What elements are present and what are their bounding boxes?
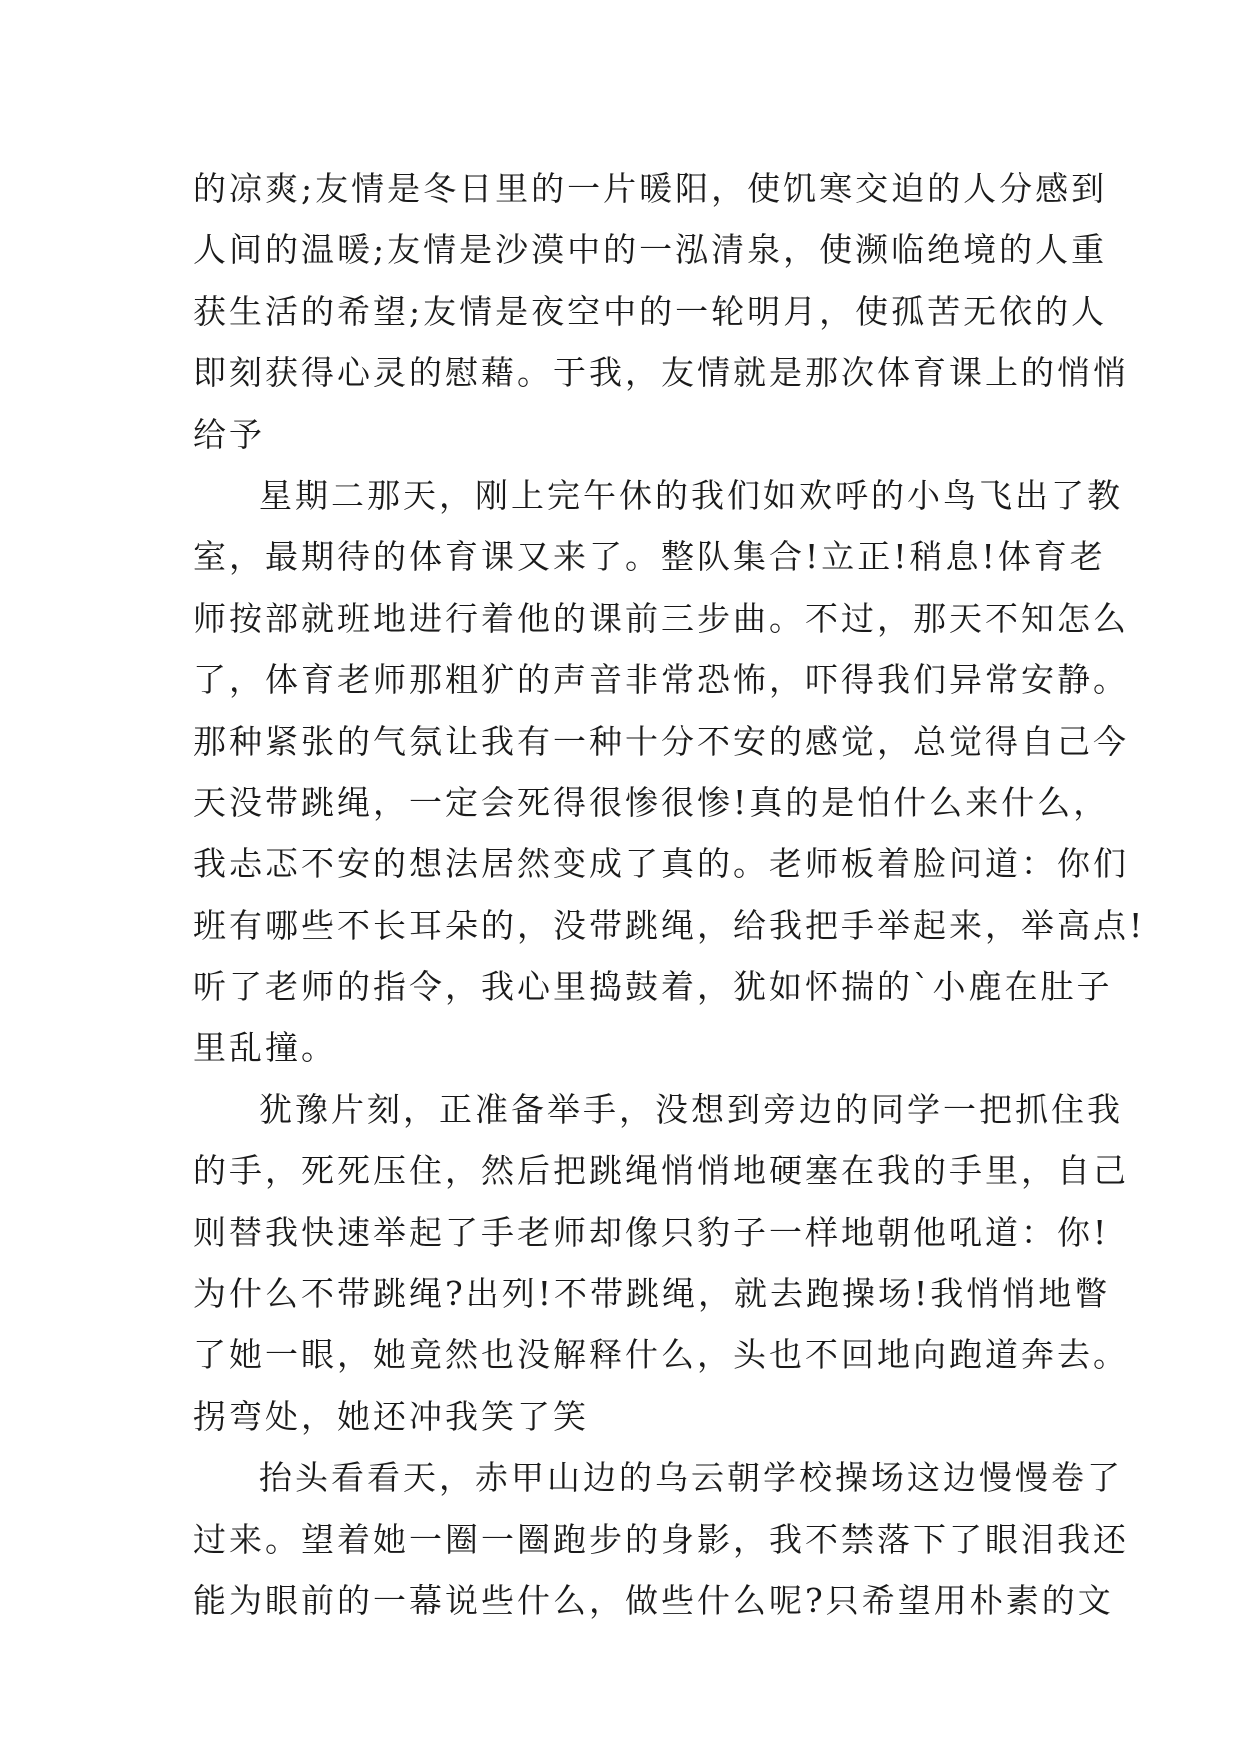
text-line: 给予 [193, 414, 265, 454]
text-line: 了她一眼，她竟然也没解释什么，头也不回地向跑道奔去。 [193, 1335, 1129, 1375]
text-line: 室，最期待的体育课又来了。整队集合!立正!稍息!体育老 [193, 537, 1106, 577]
essay-body [193, 158, 1146, 1631]
text-line: 听了老师的指令，我心里捣鼓着，犹如怀揣的`小鹿在肚子 [193, 967, 1113, 1007]
text-line: 为什么不带跳绳?出列!不带跳绳，就去跑操场!我悄悄地瞥 [193, 1274, 1111, 1314]
text-line: 人间的温暖;友情是沙漠中的一泓清泉，使濒临绝境的人重 [193, 230, 1108, 270]
text-line: 即刻获得心灵的慰藉。于我，友情就是那次体育课上的悄悄 [193, 353, 1129, 393]
text-line: 里乱撞。 [193, 1028, 337, 1068]
text-line: 我忐忑不安的想法居然变成了真的。老师板着脸问道：你们 [193, 844, 1129, 884]
text-line: 获生活的希望;友情是夜空中的一轮明月，使孤苦无依的人 [193, 291, 1108, 331]
text-line: 的凉爽;友情是冬日里的一片暖阳，使饥寒交迫的人分感到 [193, 169, 1108, 208]
text-line: 拐弯处，她还冲我笑了笑 [193, 1396, 589, 1436]
text-line: 则替我快速举起了手老师却像只豹子一样地朝他吼道：你! [193, 1212, 1110, 1252]
text-line: 班有哪些不长耳朵的，没带跳绳，给我把手举起来，举高点! [193, 905, 1146, 945]
text-line: 师按部就班地进行着他的课前三步曲。不过，那天不知怎么 [193, 598, 1129, 638]
text-line: 的手，死死压住，然后把跳绳悄悄地硬塞在我的手里，自己 [193, 1151, 1129, 1191]
paragraph-first-line: 抬头看看天，赤甲山边的乌云朝学校操场这边慢慢卷了 [259, 1458, 1123, 1498]
text-line: 了，体育老师那粗犷的声音非常恐怖，吓得我们异常安静。 [193, 660, 1129, 700]
text-line: 天没带跳绳，一定会死得很惨很惨!真的是怕什么来什么， [193, 782, 1110, 822]
text-line: 过来。望着她一圈一圈跑步的身影，我不禁落下了眼泪我还 [193, 1519, 1129, 1559]
text-line: 能为眼前的一幕说些什么，做些什么呢?只希望用朴素的文 [193, 1580, 1114, 1620]
text-line: 那种紧张的气氛让我有一种十分不安的感觉，总觉得自己今 [193, 721, 1129, 761]
paragraph-first-line: 犹豫片刻，正准备举手，没想到旁边的同学一把抓住我 [259, 1089, 1123, 1129]
paragraph-first-line: 星期二那天，刚上完午休的我们如欢呼的小鸟飞出了教 [259, 475, 1123, 515]
